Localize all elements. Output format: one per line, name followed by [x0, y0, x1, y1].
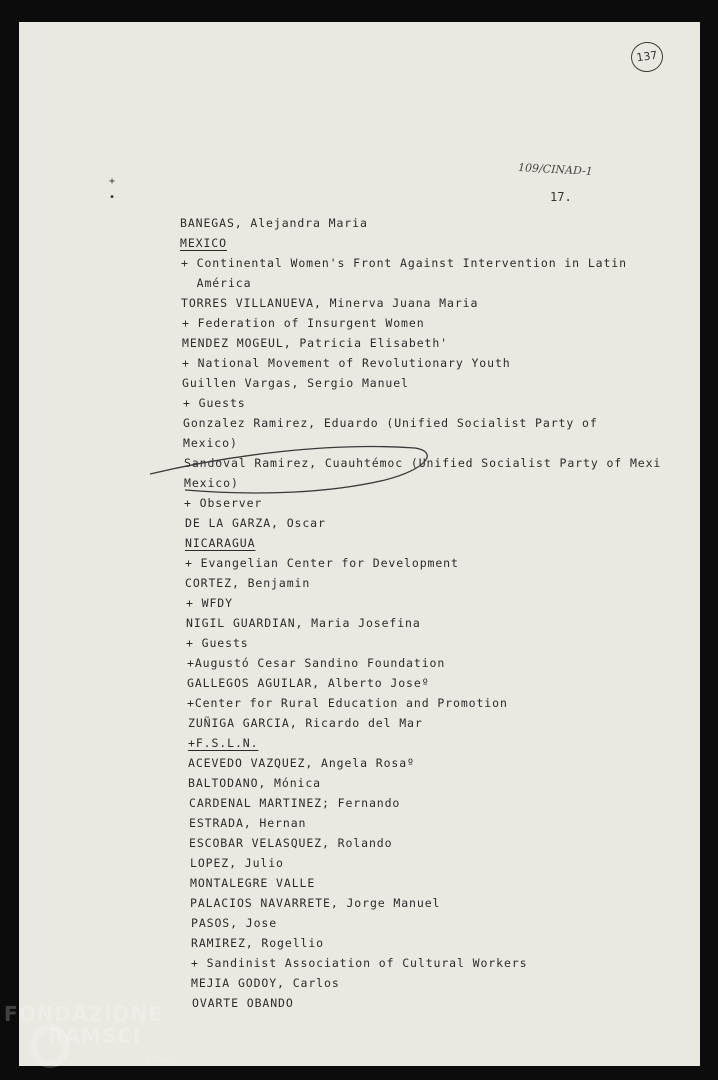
- text-line: Guillen Vargas, Sergio Manuel: [182, 376, 409, 390]
- text-line: +Augustó Cesar Sandino Foundation: [187, 656, 446, 670]
- text-line: BANEGAS, Alejandra Maria: [180, 216, 368, 230]
- text-line: RAMIREZ, Rogellio: [191, 936, 325, 950]
- section-heading: +F.S.L.N.: [188, 736, 259, 750]
- text-line: ESTRADA, Hernan: [189, 816, 307, 830]
- text-line: LOPEZ, Julio: [190, 856, 284, 870]
- text-line: TORRES VILLANUEVA, Minerva Juana Maria: [181, 296, 479, 310]
- section-heading: NICARAGUA: [185, 536, 256, 550]
- text-line: ESCOBAR VELASQUEZ, Rolando: [189, 836, 393, 850]
- text-line: + Evangelian Center for Development: [185, 556, 459, 570]
- text-line: ZUÑIGA GARCIA, Ricardo del Mar: [188, 716, 423, 730]
- margin-dot-icon: •: [109, 192, 116, 203]
- text-line: + Guests: [186, 636, 249, 650]
- text-line: BALTODANO, Mónica: [188, 776, 322, 790]
- text-line: OVARTE OBANDO: [192, 996, 294, 1010]
- text-line: GALLEGOS AGUILAR, Alberto Joseº: [187, 676, 430, 690]
- text-line: + National Movement of Revolutionary Youth: [182, 356, 511, 370]
- text-line: + Continental Women's Front Against Intervention in Latin: [181, 256, 627, 270]
- text-line: + Sandinist Association of Cultural Workers: [191, 956, 528, 970]
- text-line: MEJIA GODOY, Carlos: [191, 976, 340, 990]
- text-line: PASOS, Jose: [191, 916, 278, 930]
- text-line: Mexico): [184, 476, 239, 490]
- page-number: 17.: [550, 190, 572, 204]
- text-line: NIGIL GUARDIAN, Maria Josefina: [186, 616, 421, 630]
- text-line: MONTALEGRE VALLE: [190, 876, 316, 890]
- text-line: + Federation of Insurgent Women: [182, 316, 425, 330]
- section-heading: MEXICO: [180, 236, 227, 250]
- text-line: CARDENAL MARTINEZ; Fernando: [189, 796, 401, 810]
- text-line: MENDEZ MOGEUL, Patricia Elisabeth': [182, 336, 449, 350]
- reference-code: 109/CINAD-1: [517, 161, 594, 178]
- watermark-line2: RAMSCI: [48, 1024, 142, 1048]
- watermark-line3: onlus: [146, 1055, 171, 1065]
- text-line: +Center for Rural Education and Promotion: [187, 696, 508, 710]
- text-line: ACEVEDO VAZQUEZ, Angela Rosaº: [188, 756, 415, 770]
- text-line: CORTEZ, Benjamin: [185, 576, 311, 590]
- text-line: América: [181, 276, 252, 290]
- text-line: Gonzalez Ramirez, Eduardo (Unified Socialist Party of: [183, 416, 598, 430]
- text-line: DE LA GARZA, Oscar: [185, 516, 326, 530]
- archive-stamp: 137: [629, 40, 665, 74]
- text-line: + Observer: [184, 496, 263, 510]
- watermark-line1: FONDAZIONE: [4, 1002, 163, 1026]
- text-line: Mexico): [183, 436, 238, 450]
- margin-mark-icon: +: [109, 176, 116, 187]
- text-line: PALACIOS NAVARRETE, Jorge Manuel: [190, 896, 441, 910]
- text-line: Sandoval Ramirez, Cuauhtémoc (Unified Socialist Party of Mexi: [184, 456, 662, 470]
- text-line: + WFDY: [186, 596, 233, 610]
- text-line: + Guests: [183, 396, 246, 410]
